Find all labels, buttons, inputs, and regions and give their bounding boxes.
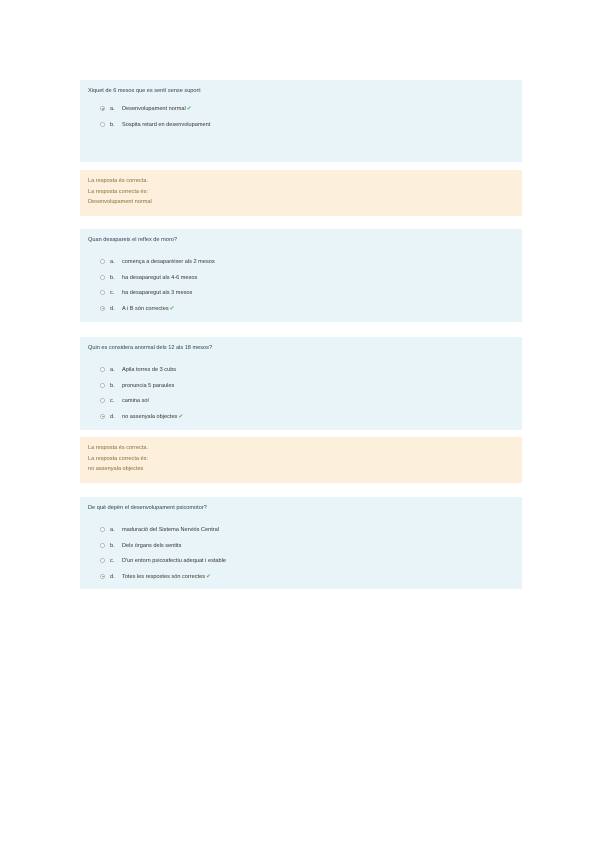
option-b[interactable]: [88, 121, 514, 137]
radio-selected-icon[interactable]: [100, 106, 105, 111]
option-text: no assenyala objectes✔: [122, 413, 184, 420]
option-text: ha desaparegut als 3 mesos: [122, 290, 193, 296]
question-text: Quan desapareix el reflex de moro?: [88, 237, 177, 243]
option-c[interactable]: [88, 289, 514, 305]
option-letter: c.: [110, 290, 115, 296]
radio-icon[interactable]: [100, 383, 105, 388]
option-b[interactable]: [88, 274, 514, 290]
option-text: camina sol: [122, 398, 149, 404]
feedback-status: La resposta és correcta.: [88, 178, 149, 184]
option-c[interactable]: [88, 397, 514, 413]
checkmark-icon: ✔: [178, 413, 184, 420]
radio-selected-icon[interactable]: [100, 414, 105, 419]
radio-icon[interactable]: [100, 558, 105, 563]
option-b[interactable]: [88, 382, 514, 398]
option-letter: a.: [110, 367, 115, 373]
radio-icon[interactable]: [100, 398, 105, 403]
option-b[interactable]: [88, 542, 514, 558]
question-text: Xiquet de 6 mesos que es sentí sense suport:: [88, 88, 202, 94]
question-text: Quin es considera anormal dels 12 als 18 mesos?: [88, 345, 213, 351]
question-1: [80, 80, 522, 162]
feedback-label: La resposta correcta és:: [88, 456, 149, 462]
option-letter: c.: [110, 558, 115, 564]
option-c[interactable]: [88, 557, 514, 573]
option-text: Apila torres de 3 cubs: [122, 367, 177, 373]
radio-icon[interactable]: [100, 543, 105, 548]
radio-icon[interactable]: [100, 290, 105, 295]
option-text: ha desaparegut als 4-6 mesos: [122, 274, 198, 281]
option-letter: a.: [110, 527, 115, 533]
option-text: Totes les respostes són correctes✔: [122, 573, 212, 580]
option-text: Dels òrgans dels sentits: [122, 542, 182, 549]
option-d[interactable]: [88, 413, 514, 429]
option-text: Desenvolupament normal✔: [122, 106, 192, 112]
option-a[interactable]: [88, 526, 514, 542]
radio-icon[interactable]: [100, 367, 105, 372]
question-4: [80, 497, 522, 589]
option-a[interactable]: [88, 258, 514, 274]
option-text: D'un entorn psicoafectiu adequat i estable: [122, 558, 227, 564]
option-d[interactable]: [88, 305, 514, 321]
option-text: pronuncia 5 paraules: [122, 382, 175, 389]
option-text: Sospita retard en desenvolupament: [122, 121, 211, 128]
feedback-1: [80, 170, 522, 216]
option-letter: b.: [110, 274, 115, 281]
option-letter: a.: [110, 106, 115, 112]
feedback-label: La resposta correcta és:: [88, 189, 149, 195]
option-letter: b.: [110, 382, 115, 389]
question-2: [80, 229, 522, 322]
question-text: De què depèn el desenvolupament psicomotor?: [88, 505, 207, 511]
question-3: [80, 337, 522, 430]
radio-selected-icon[interactable]: [100, 574, 105, 579]
option-letter: d.: [110, 413, 115, 420]
option-letter: d.: [110, 305, 115, 312]
radio-selected-icon[interactable]: [100, 306, 105, 311]
option-d[interactable]: [88, 573, 514, 589]
option-a[interactable]: [88, 105, 514, 121]
checkmark-icon: ✔: [169, 305, 175, 312]
option-letter: a.: [110, 259, 115, 265]
option-letter: b.: [110, 121, 115, 128]
radio-icon[interactable]: [100, 259, 105, 264]
option-letter: d.: [110, 573, 115, 580]
option-text: maduració del Sistema Nerviós Central: [122, 527, 219, 533]
radio-icon[interactable]: [100, 122, 105, 127]
feedback-answer: no assenyala objectes: [88, 466, 144, 472]
option-letter: b.: [110, 542, 115, 549]
checkmark-icon: ✔: [186, 106, 192, 112]
radio-icon[interactable]: [100, 527, 105, 532]
feedback-answer: Desenvolupament normal: [88, 199, 152, 205]
option-a[interactable]: [88, 366, 514, 382]
feedback-2: [80, 437, 522, 483]
option-letter: c.: [110, 398, 115, 404]
radio-icon[interactable]: [100, 275, 105, 280]
option-text: comença a desaparèixer als 2 mesos: [122, 259, 215, 265]
option-text: A i B són correctes✔: [122, 305, 175, 312]
feedback-status: La resposta és correcta.: [88, 445, 149, 451]
checkmark-icon: ✔: [206, 573, 212, 580]
